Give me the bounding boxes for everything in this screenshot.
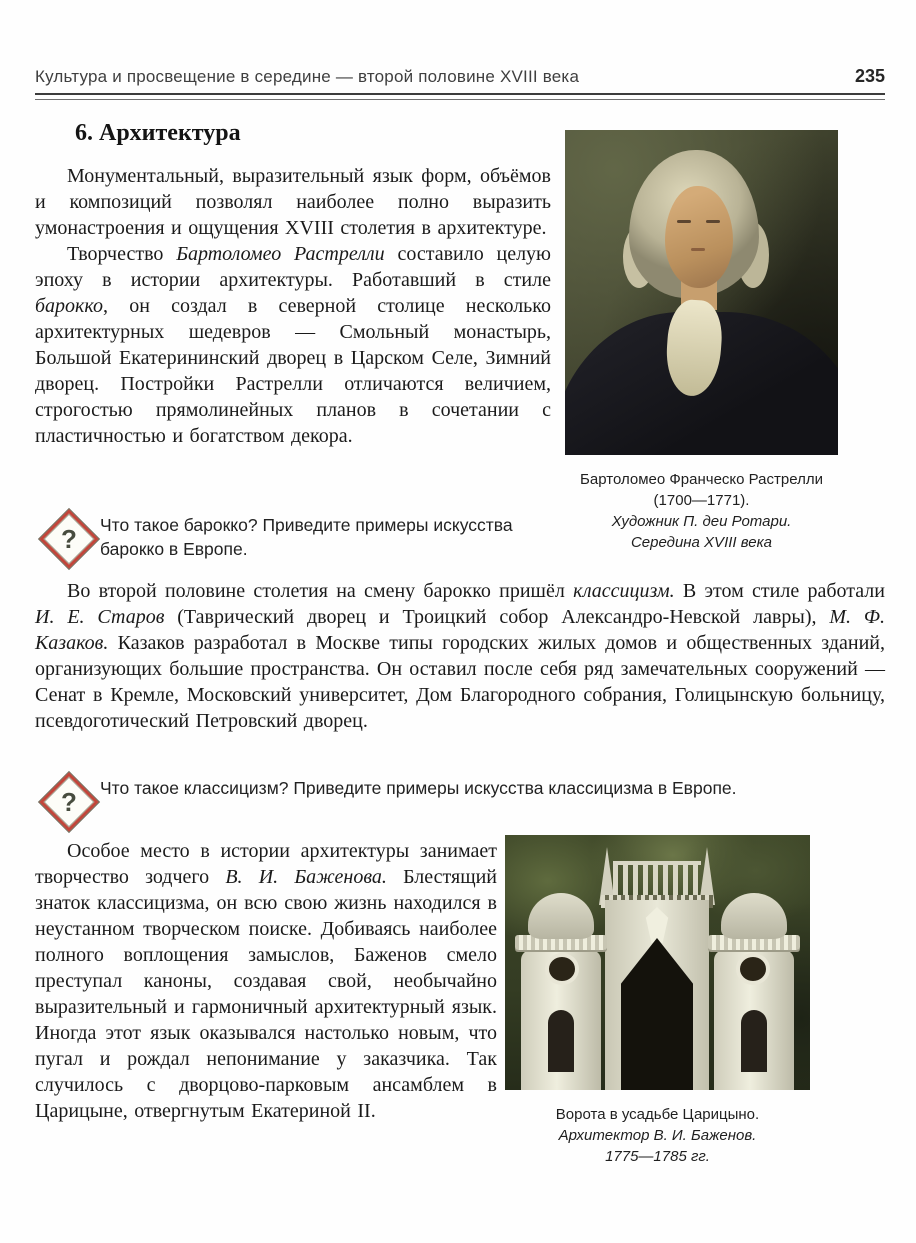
- text-run: Монументальный, выразительный язык форм, объёмов и композиций позволял наиболее полно выразить умонастроения и ощущения XVIII столетия в архитектуре.: [35, 165, 551, 239]
- paragraph-monumental: [35, 163, 551, 241]
- emphasis-run: И. Е. Старов: [35, 606, 165, 628]
- question-diamond-icon: [39, 509, 98, 568]
- text-run: , он создал в северной столице несколько архитектурных шедевров — Смольный монастырь, Большой Екатерининский дворец в Царском Селе, Зимний дворец. Постройки Растрелли отличаются величием, строгостью прямолинейных планов в сочетании с пластичностью и богатством декора.: [35, 295, 551, 447]
- rastrelli-portrait-image: [565, 130, 838, 455]
- paragraph-classicism-wrap: [35, 578, 885, 734]
- text-run: составило целую эпоху в истории архитектуры. Работавший в стиле: [35, 243, 551, 291]
- page-number: 235: [854, 66, 885, 86]
- question-text-baroque: Что такое барокко? Приведите примеры искусства барокко в Европе.: [100, 515, 513, 559]
- tsaritsyno-gates-figure: [505, 835, 810, 1167]
- portrait-caption-artist: Художник П. деи Ротари.: [611, 513, 792, 530]
- paragraph-classicism: [35, 578, 885, 734]
- text-run: Во второй половине столетия на смену барокко пришёл: [67, 580, 574, 602]
- text-run: (Таврический дворец и Троицкий собор Александро-Невской лавры),: [164, 606, 830, 628]
- rastrelli-portrait-figure: [565, 130, 838, 553]
- text-run: Блестящий знаток классицизма, он всю свою жизнь находился в неустанном творческом поиске. Добиваясь наиболее полного воплощения замыслов, Баженов смело преступал каноны, создавая свой, необычайно выразительный и гармоничный архитектурный язык. Иногда этот язык оказывался настолько новым, что пугал и рождал непонимание у заказчика. Так случилось с дворцово-парковым ансамблем в Царицыне, отвергнутым Екатериной II.: [35, 866, 498, 1122]
- gates-dome-left: [528, 893, 594, 939]
- gates-window-right: [741, 1010, 767, 1072]
- tsaritsyno-gates-image: [505, 835, 810, 1090]
- portrait-caption-date: Середина XVIII века: [630, 534, 773, 551]
- text-run: Особое место в истории архитектуры занимает творчество зодчего: [35, 840, 497, 888]
- portrait-face-shape: [665, 186, 733, 288]
- emphasis-run: В. И. Баженова.: [225, 866, 387, 888]
- text-run: Казаков разработал в Москве типы городских жилых домов и общественных зданий, организующих большие пространства. Он оставил после себя ряд замечательных сооружений — Сенат в Кремле, Московский университет, Дом Благородного собрания, Голицынскую больницу, псевдоготический Петровский дворец.: [35, 632, 885, 732]
- gates-caption: [505, 1104, 810, 1167]
- portrait-caption-title: Бартоломео Франческо Растрелли (1700—1771).: [580, 471, 823, 509]
- question-icon-wrap: [38, 773, 100, 829]
- question-block-classicism: [38, 773, 886, 829]
- emphasis-run: Бартоломео Растрелли: [176, 243, 385, 265]
- question-block-baroque: [38, 510, 578, 566]
- left-column-bottom: [35, 838, 497, 1124]
- text-run: В этом стиле работали: [674, 580, 885, 602]
- emphasis-run: классицизм.: [573, 580, 675, 602]
- section-heading: 6. Архитектура: [75, 120, 241, 146]
- gates-caption-title: Ворота в усадьбе Царицыно.: [555, 1106, 760, 1123]
- gates-caption-architect: Архитектор В. И. Баженов.: [558, 1127, 757, 1144]
- emphasis-run: М. Ф. Казаков.: [35, 606, 886, 654]
- question-diamond-icon: [39, 772, 98, 831]
- gates-caption-date: 1775—1785 гг.: [605, 1148, 710, 1165]
- paragraph-bazhenov: [35, 838, 497, 1124]
- question-icon-wrap: [38, 510, 100, 566]
- emphasis-run: барокко: [35, 295, 104, 317]
- gates-porthole-left: [545, 953, 579, 985]
- left-column-top: [35, 120, 551, 449]
- paragraph-rastrelli: [35, 241, 551, 449]
- text-run: Творчество: [67, 243, 177, 265]
- header-rule: [35, 93, 885, 100]
- gates-dome-right: [721, 893, 787, 939]
- gates-window-left: [548, 1010, 574, 1072]
- portrait-caption: [565, 469, 838, 553]
- gates-porthole-right: [736, 953, 770, 985]
- running-head-title: Культура и просвещение в середине — второй половине XVIII века: [35, 67, 580, 86]
- running-head: [35, 66, 885, 87]
- question-mark-glyph: ?: [61, 523, 77, 554]
- question-text-classicism: Что такое классицизм? Приведите примеры искусства классицизма в Европе.: [100, 778, 737, 798]
- question-mark-glyph: ?: [61, 786, 77, 817]
